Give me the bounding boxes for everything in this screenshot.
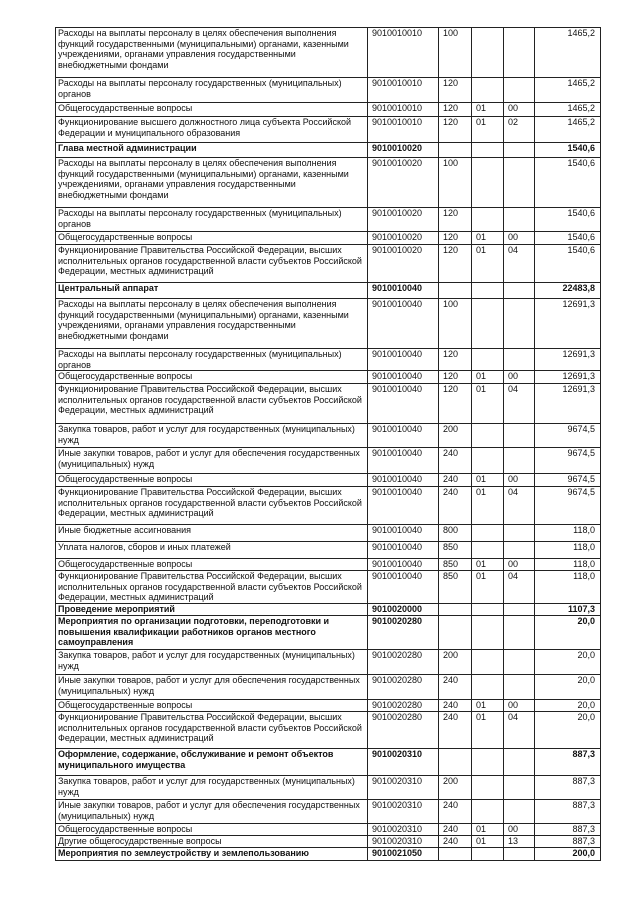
row-expense-type: 120 — [439, 232, 472, 245]
row-name: Иные бюджетные ассигнования — [56, 525, 368, 542]
row-target-code: 9010010040 — [368, 283, 439, 299]
row-expense-type — [439, 283, 472, 299]
budget-table — [55, 27, 601, 861]
row-expense-type: 120 — [439, 78, 472, 103]
row-name: Расходы на выплаты персоналу государственных (муниципальных) органов — [56, 208, 368, 232]
row-subsection — [504, 158, 535, 208]
table-row — [56, 349, 601, 371]
row-target-code: 9010010040 — [368, 424, 439, 448]
row-target-code: 9010010040 — [368, 474, 439, 487]
row-name: Общегосударственные вопросы — [56, 371, 368, 384]
row-name: Функционирование высшего должностного лица субъекта Российской Федерации и муниципального образования — [56, 117, 368, 143]
row-section: 01 — [472, 245, 504, 283]
table-row — [56, 542, 601, 559]
row-amount: 887,3 — [535, 800, 601, 824]
row-name: Проведение мероприятий — [56, 604, 368, 616]
row-target-code: 9010010040 — [368, 525, 439, 542]
row-target-code: 9010010040 — [368, 448, 439, 474]
row-amount: 118,0 — [535, 542, 601, 559]
row-section: 01 — [472, 700, 504, 712]
table-row — [56, 700, 601, 712]
row-target-code: 9010010020 — [368, 158, 439, 208]
row-amount: 20,0 — [535, 650, 601, 675]
row-section — [472, 424, 504, 448]
table-row — [56, 232, 601, 245]
row-section — [472, 542, 504, 559]
row-expense-type — [439, 848, 472, 861]
row-amount: 20,0 — [535, 700, 601, 712]
row-name: Иные закупки товаров, работ и услуг для обеспечения государственных (муниципальных) нужд — [56, 675, 368, 700]
row-name: Уплата налогов, сборов и иных платежей — [56, 542, 368, 559]
row-section — [472, 776, 504, 800]
row-target-code: 9010010020 — [368, 208, 439, 232]
table-row — [56, 749, 601, 776]
row-subsection: 02 — [504, 117, 535, 143]
row-expense-type: 240 — [439, 700, 472, 712]
row-subsection: 00 — [504, 232, 535, 245]
row-subsection — [504, 542, 535, 559]
row-section — [472, 299, 504, 349]
table-row — [56, 103, 601, 117]
row-amount: 20,0 — [535, 616, 601, 650]
row-expense-type: 200 — [439, 650, 472, 675]
table-row — [56, 78, 601, 103]
row-subsection: 00 — [504, 824, 535, 836]
row-expense-type: 850 — [439, 542, 472, 559]
row-subsection: 04 — [504, 487, 535, 525]
row-name: Закупка товаров, работ и услуг для государственных (муниципальных) нужд — [56, 650, 368, 675]
row-section: 01 — [472, 384, 504, 424]
row-amount: 12691,3 — [535, 299, 601, 349]
table-row — [56, 848, 601, 861]
row-name: Функционирование Правительства Российской Федерации, высших исполнительных органов государственной власти субъектов Российской Федерации, местных администраций — [56, 245, 368, 283]
row-target-code: 9010020280 — [368, 700, 439, 712]
row-subsection — [504, 776, 535, 800]
row-subsection — [504, 525, 535, 542]
row-target-code: 9010010010 — [368, 117, 439, 143]
row-name: Оформление, содержание, обслуживание и ремонт объектов муниципального имущества — [56, 749, 368, 776]
budget-table-body — [56, 28, 601, 861]
row-section — [472, 675, 504, 700]
row-amount: 20,0 — [535, 712, 601, 749]
row-target-code: 9010020280 — [368, 675, 439, 700]
row-section — [472, 349, 504, 371]
row-section — [472, 28, 504, 78]
row-subsection: 00 — [504, 700, 535, 712]
row-name: Расходы на выплаты персоналу в целях обеспечения выполнения функций государственными (муниципальными) органами, казенными учреждениями, органами управления государственными внебюджетными фондами — [56, 299, 368, 349]
row-subsection — [504, 848, 535, 861]
row-target-code: 9010020280 — [368, 616, 439, 650]
row-section — [472, 158, 504, 208]
row-amount: 1107,3 — [535, 604, 601, 616]
table-row — [56, 28, 601, 78]
row-expense-type: 240 — [439, 836, 472, 848]
row-amount: 1465,2 — [535, 103, 601, 117]
table-row — [56, 143, 601, 158]
row-amount: 887,3 — [535, 836, 601, 848]
row-name: Общегосударственные вопросы — [56, 824, 368, 836]
row-name: Иные закупки товаров, работ и услуг для обеспечения государственных (муниципальных) нужд — [56, 800, 368, 824]
row-target-code: 9010010040 — [368, 349, 439, 371]
row-target-code: 9010010040 — [368, 371, 439, 384]
row-amount: 9674,5 — [535, 474, 601, 487]
table-row — [56, 836, 601, 848]
row-target-code: 9010010040 — [368, 487, 439, 525]
table-row — [56, 675, 601, 700]
row-expense-type: 100 — [439, 299, 472, 349]
row-section — [472, 525, 504, 542]
row-expense-type: 240 — [439, 448, 472, 474]
table-row — [56, 571, 601, 604]
row-amount: 12691,3 — [535, 349, 601, 371]
row-amount: 20,0 — [535, 675, 601, 700]
row-target-code: 9010010020 — [368, 245, 439, 283]
row-section — [472, 848, 504, 861]
row-subsection — [504, 424, 535, 448]
row-name: Мероприятия по землеустройству и землепользованию — [56, 848, 368, 861]
row-name: Расходы на выплаты персоналу в целях обеспечения выполнения функций государственными (муниципальными) органами, казенными учреждениями, органами управления государственными внебюджетными фондами — [56, 158, 368, 208]
row-target-code: 9010010020 — [368, 143, 439, 158]
row-subsection — [504, 616, 535, 650]
row-amount: 1465,2 — [535, 28, 601, 78]
row-expense-type: 240 — [439, 800, 472, 824]
row-section — [472, 616, 504, 650]
row-section — [472, 143, 504, 158]
row-expense-type: 240 — [439, 474, 472, 487]
row-amount: 1540,6 — [535, 143, 601, 158]
row-amount: 9674,5 — [535, 424, 601, 448]
table-row — [56, 776, 601, 800]
row-section: 01 — [472, 371, 504, 384]
row-expense-type — [439, 604, 472, 616]
row-amount: 1540,6 — [535, 232, 601, 245]
table-row — [56, 283, 601, 299]
row-section: 01 — [472, 487, 504, 525]
row-expense-type: 800 — [439, 525, 472, 542]
row-amount: 12691,3 — [535, 371, 601, 384]
row-target-code: 9010020310 — [368, 824, 439, 836]
row-amount: 1540,6 — [535, 158, 601, 208]
row-target-code: 9010010040 — [368, 542, 439, 559]
row-amount: 887,3 — [535, 776, 601, 800]
row-expense-type: 120 — [439, 117, 472, 143]
row-target-code: 9010020000 — [368, 604, 439, 616]
row-name: Расходы на выплаты персоналу государственных (муниципальных) органов — [56, 349, 368, 371]
row-subsection — [504, 208, 535, 232]
row-section — [472, 650, 504, 675]
row-name: Центральный аппарат — [56, 283, 368, 299]
row-section — [472, 749, 504, 776]
row-section: 01 — [472, 571, 504, 604]
row-expense-type: 120 — [439, 384, 472, 424]
table-row — [56, 616, 601, 650]
row-subsection — [504, 143, 535, 158]
row-subsection — [504, 299, 535, 349]
row-expense-type: 240 — [439, 675, 472, 700]
row-section — [472, 208, 504, 232]
row-target-code: 9010010010 — [368, 28, 439, 78]
row-expense-type: 100 — [439, 158, 472, 208]
row-target-code: 9010010040 — [368, 299, 439, 349]
table-row — [56, 525, 601, 542]
row-subsection: 04 — [504, 384, 535, 424]
row-target-code: 9010010040 — [368, 384, 439, 424]
row-subsection: 00 — [504, 474, 535, 487]
row-section: 01 — [472, 712, 504, 749]
row-amount: 1540,6 — [535, 208, 601, 232]
row-subsection — [504, 78, 535, 103]
row-subsection — [504, 650, 535, 675]
row-section: 01 — [472, 232, 504, 245]
row-name: Расходы на выплаты персоналу государственных (муниципальных) органов — [56, 78, 368, 103]
row-target-code: 9010020310 — [368, 776, 439, 800]
row-subsection: 04 — [504, 571, 535, 604]
row-name: Функционирование Правительства Российской Федерации, высших исполнительных органов государственной власти субъектов Российской Федерации, местных администраций — [56, 384, 368, 424]
row-name: Функционирование Правительства Российской Федерации, высших исполнительных органов государственной власти субъектов Российской Федерации, местных администраций — [56, 487, 368, 525]
table-row — [56, 650, 601, 675]
row-section: 01 — [472, 559, 504, 571]
table-row — [56, 448, 601, 474]
table-row — [56, 824, 601, 836]
row-target-code: 9010020310 — [368, 749, 439, 776]
table-row — [56, 158, 601, 208]
row-target-code: 9010010040 — [368, 559, 439, 571]
row-subsection: 00 — [504, 559, 535, 571]
row-expense-type: 120 — [439, 103, 472, 117]
row-section — [472, 448, 504, 474]
row-amount: 9674,5 — [535, 487, 601, 525]
row-target-code: 9010020310 — [368, 836, 439, 848]
row-subsection: 00 — [504, 103, 535, 117]
row-expense-type — [439, 143, 472, 158]
row-target-code: 9010010010 — [368, 78, 439, 103]
table-row — [56, 474, 601, 487]
row-name: Функционирование Правительства Российской Федерации, высших исполнительных органов государственной власти субъектов Российской Федерации, местных администраций — [56, 712, 368, 749]
row-section — [472, 800, 504, 824]
row-name: Общегосударственные вопросы — [56, 700, 368, 712]
row-section — [472, 283, 504, 299]
row-name: Иные закупки товаров, работ и услуг для обеспечения государственных (муниципальных) нужд — [56, 448, 368, 474]
table-row — [56, 604, 601, 616]
row-subsection: 13 — [504, 836, 535, 848]
row-subsection — [504, 675, 535, 700]
table-row — [56, 559, 601, 571]
row-amount: 200,0 — [535, 848, 601, 861]
row-expense-type — [439, 616, 472, 650]
row-amount: 887,3 — [535, 824, 601, 836]
row-name: Глава местной администрации — [56, 143, 368, 158]
row-expense-type: 240 — [439, 824, 472, 836]
row-section: 01 — [472, 836, 504, 848]
row-subsection — [504, 349, 535, 371]
row-amount: 118,0 — [535, 559, 601, 571]
row-subsection — [504, 448, 535, 474]
row-amount: 1465,2 — [535, 78, 601, 103]
row-expense-type: 850 — [439, 559, 472, 571]
row-subsection: 04 — [504, 245, 535, 283]
row-expense-type: 120 — [439, 245, 472, 283]
row-expense-type: 240 — [439, 487, 472, 525]
row-name: Закупка товаров, работ и услуг для государственных (муниципальных) нужд — [56, 424, 368, 448]
row-amount: 22483,8 — [535, 283, 601, 299]
row-target-code: 9010020280 — [368, 712, 439, 749]
row-subsection — [504, 28, 535, 78]
row-expense-type: 240 — [439, 712, 472, 749]
row-amount: 12691,3 — [535, 384, 601, 424]
table-row — [56, 299, 601, 349]
row-section: 01 — [472, 117, 504, 143]
table-row — [56, 117, 601, 143]
row-expense-type: 120 — [439, 208, 472, 232]
row-target-code: 9010010040 — [368, 571, 439, 604]
row-target-code: 9010010020 — [368, 232, 439, 245]
row-expense-type: 120 — [439, 371, 472, 384]
row-target-code: 9010020280 — [368, 650, 439, 675]
row-amount: 1465,2 — [535, 117, 601, 143]
table-row — [56, 487, 601, 525]
row-amount: 118,0 — [535, 571, 601, 604]
row-name: Общегосударственные вопросы — [56, 474, 368, 487]
row-amount: 1540,6 — [535, 245, 601, 283]
row-name: Общегосударственные вопросы — [56, 559, 368, 571]
row-name: Другие общегосударственные вопросы — [56, 836, 368, 848]
row-subsection — [504, 604, 535, 616]
table-row — [56, 384, 601, 424]
table-row — [56, 712, 601, 749]
table-row — [56, 245, 601, 283]
row-target-code: 9010021050 — [368, 848, 439, 861]
table-row — [56, 208, 601, 232]
row-expense-type: 120 — [439, 349, 472, 371]
row-section: 01 — [472, 474, 504, 487]
row-amount: 887,3 — [535, 749, 601, 776]
row-name: Общегосударственные вопросы — [56, 103, 368, 117]
row-target-code: 9010020310 — [368, 800, 439, 824]
row-expense-type: 200 — [439, 776, 472, 800]
row-expense-type: 200 — [439, 424, 472, 448]
row-section — [472, 78, 504, 103]
table-row — [56, 800, 601, 824]
row-section: 01 — [472, 103, 504, 117]
row-expense-type — [439, 749, 472, 776]
row-name: Закупка товаров, работ и услуг для государственных (муниципальных) нужд — [56, 776, 368, 800]
row-expense-type: 850 — [439, 571, 472, 604]
row-amount: 118,0 — [535, 525, 601, 542]
row-name: Мероприятия по организации подготовки, переподготовки и повышения квалификации работников органов местного самоуправления — [56, 616, 368, 650]
row-name: Общегосударственные вопросы — [56, 232, 368, 245]
row-subsection: 04 — [504, 712, 535, 749]
row-section — [472, 604, 504, 616]
row-name: Функционирование Правительства Российской Федерации, высших исполнительных органов государственной власти субъектов Российской Федерации, местных администраций — [56, 571, 368, 604]
row-subsection — [504, 800, 535, 824]
row-subsection — [504, 283, 535, 299]
row-amount: 9674,5 — [535, 448, 601, 474]
table-row — [56, 424, 601, 448]
row-expense-type: 100 — [439, 28, 472, 78]
row-name: Расходы на выплаты персоналу в целях обеспечения выполнения функций государственными (муниципальными) органами, казенными учреждениями, органами управления государственными внебюджетными фондами — [56, 28, 368, 78]
row-target-code: 9010010010 — [368, 103, 439, 117]
row-subsection: 00 — [504, 371, 535, 384]
table-row — [56, 371, 601, 384]
row-subsection — [504, 749, 535, 776]
row-section: 01 — [472, 824, 504, 836]
